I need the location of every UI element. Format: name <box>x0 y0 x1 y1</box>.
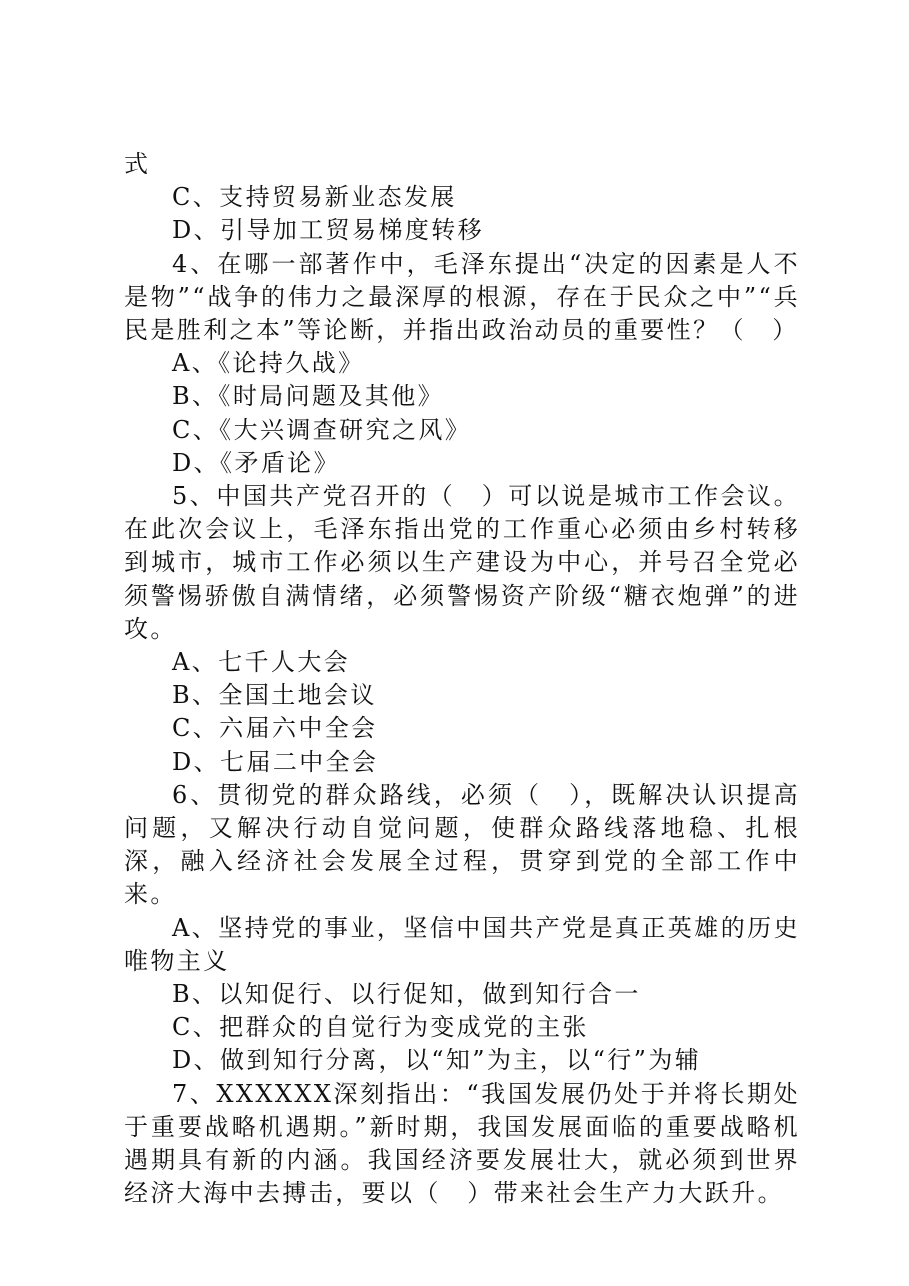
option-6d: D、做到知行分离，以“知”为主，以“行”为辅 <box>172 1046 702 1075</box>
option-5b: B、全国土地会议 <box>172 681 377 710</box>
option-5a: A、七千人大会 <box>172 648 351 677</box>
question-6: 6、贯彻党的群众路线，必须（ ），既解决认识提高问题，又解决行动自觉问题，使群众路线落地稳、扎根深，融入经济社会发展全过程，贯穿到党的全部工作中来。 <box>124 780 800 909</box>
question-4: 4、在哪一部著作中，毛泽东提出“决定的因素是人不是物”“战争的伟力之最深厚的根源，存在于民众之中”“兵民是胜利之本”等论断，并指出政治动员的重要性？（ ） <box>124 249 800 345</box>
option-4a: A、《论持久战》 <box>172 349 365 378</box>
document-body <box>124 148 800 1211</box>
option-6c: C、把群众的自觉行为变成党的主张 <box>172 1013 589 1042</box>
option-3c: C、支持贸易新业态发展 <box>172 183 457 212</box>
option-6b: B、以知促行、以行促知，做到知行合一 <box>172 980 641 1009</box>
option-6a: A、坚持党的事业，坚信中国共产党是真正英雄的历史唯物主义 <box>124 913 800 975</box>
option-3d: D、引导加工贸易梯度转移 <box>172 216 485 245</box>
option-4c: C、《大兴调查研究之风》 <box>172 415 472 444</box>
paragraph-continuation: 式 <box>124 150 151 178</box>
option-5d: D、七届二中全会 <box>172 747 379 776</box>
question-7: 7、XXXXXX深刻指出：“我国发展仍处于并将长期处于重要战略机遇期。”新时期，我国发展面临的重要战略机遇期具有新的内涵。我国经济要发展壮大，就必须到世界经济大海中去搏击，要以（ ）带来社会生产力大跃升。 <box>124 1079 800 1208</box>
option-4d: D、《矛盾论》 <box>172 448 341 477</box>
option-5c: C、六届六中全会 <box>172 714 378 743</box>
option-4b: B、《时局问题及其他》 <box>172 382 445 411</box>
question-5: 5、中国共产党召开的（ ）可以说是城市工作会议。在此次会议上，毛泽东指出党的工作重心必须由乡村转移到城市，城市工作必须以生产建设为中心，并号召全党必须警惕骄傲自满情绪，必须警惕资产阶级“糖衣炮弹”的进攻。 <box>124 482 800 643</box>
